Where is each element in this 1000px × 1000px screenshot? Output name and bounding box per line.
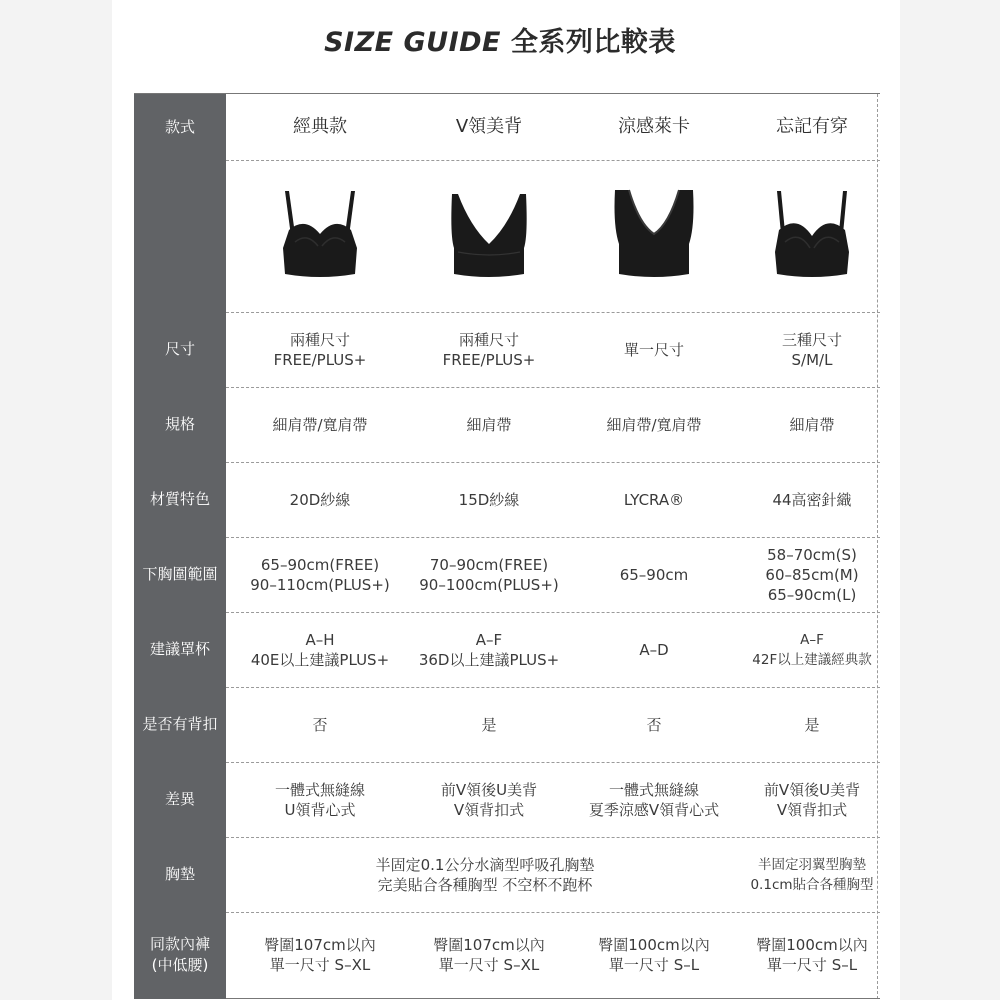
cell-spec-forget: 細肩帶 [789, 415, 835, 434]
bra-lycra-icon [564, 160, 744, 312]
cell-cup-v-neck: A–F 36D以上建議PLUS+ [418, 630, 560, 669]
cell-panty-classic: 臀圍107cm以內 單一尺寸 S–XL [264, 936, 376, 974]
cell-material-classic: 20D紗線 [289, 490, 351, 509]
row-underbust [134, 537, 880, 612]
cell-spec-classic: 細肩帶/寬肩帶 [272, 415, 368, 434]
row-label-style: 款式 [164, 117, 195, 136]
cell-spec-v-neck: 細肩帶 [466, 415, 512, 434]
row-label-material: 材質特色 [149, 490, 210, 508]
row-label-pad: 胸墊 [164, 865, 195, 883]
cell-material-v-neck: 15D紗線 [458, 490, 520, 509]
page-title [0, 20, 1000, 59]
product-name-v-neck: V領美背 [455, 116, 523, 137]
cell-underbust-forget: 58–70cm(S) 60–85cm(M) 65–90cm(L) [765, 545, 859, 604]
row-label-back-clasp: 是否有背扣 [142, 715, 218, 733]
cell-difference-forget: 前V領後U美背 V領背扣式 [763, 780, 861, 819]
cell-panty-lycra: 臀圍100cm以內 單一尺寸 S–L [598, 936, 710, 974]
cell-material-lycra: LYCRA® [623, 490, 685, 509]
row-panty [134, 912, 880, 998]
row-size [134, 312, 880, 387]
title-en: SIZE GUIDE [324, 27, 501, 58]
row-label-difference: 差異 [164, 790, 195, 808]
product-name-lycra: 涼感萊卡 [618, 116, 690, 137]
cell-cup-lycra: A–D [639, 640, 669, 659]
cell-size-classic: 兩種尺寸 FREE/PLUS+ [273, 330, 367, 369]
row-back-clasp [134, 687, 880, 762]
cell-underbust-v-neck: 70–90cm(FREE) 90–100cm(PLUS+) [419, 555, 559, 594]
row-label-size: 尺寸 [164, 340, 195, 358]
bra-v-neck-icon [414, 160, 564, 312]
cell-difference-classic: 一體式無縫線 U領背心式 [274, 780, 365, 819]
row-label-spec: 規格 [164, 415, 195, 433]
cell-size-forget: 三種尺寸 S/M/L [781, 330, 842, 369]
row-cup [134, 612, 880, 687]
cell-cup-classic: A–H 40E以上建議PLUS+ [250, 630, 390, 669]
product-name-classic: 經典款 [293, 116, 347, 137]
header-row [134, 94, 880, 160]
cell-panty-v-neck: 臀圍107cm以內 單一尺寸 S–XL [433, 936, 545, 974]
cell-difference-lycra: 一體式無縫線 夏季涼感V領背心式 [588, 780, 720, 819]
row-difference [134, 762, 880, 837]
cell-back-clasp-classic: 否 [312, 715, 328, 734]
cell-pad-forget: 半固定羽翼型胸墊 0.1cm貼合各種胸型 [750, 856, 874, 893]
column-divider [877, 94, 878, 999]
row-pad [134, 837, 880, 912]
title-zh: 全系列比較表 [510, 27, 676, 58]
product-name-forget: 忘記有穿 [776, 116, 848, 137]
cell-size-v-neck: 兩種尺寸 FREE/PLUS+ [442, 330, 536, 369]
cell-back-clasp-forget: 是 [804, 715, 820, 734]
cell-cup-forget: A–F 42F以上建議經典款 [752, 631, 872, 668]
size-guide-table [134, 93, 880, 999]
cell-panty-forget: 臀圍100cm以內 單一尺寸 S–L [756, 936, 868, 974]
cell-back-clasp-lycra: 否 [646, 715, 662, 734]
row-material [134, 462, 880, 537]
bra-forget-icon [744, 160, 880, 312]
cell-back-clasp-v-neck: 是 [481, 715, 497, 734]
cell-difference-v-neck: 前V領後U美背 V領背扣式 [440, 780, 538, 819]
row-label-panty: 同款內褲 (中低腰) [149, 935, 210, 974]
row-label-underbust: 下胸圍範圍 [142, 565, 218, 583]
table-bottom-border [226, 998, 880, 999]
bra-classic-icon [226, 160, 414, 312]
cell-underbust-lycra: 65–90cm [619, 565, 689, 584]
row-spec [134, 387, 880, 462]
cell-underbust-classic: 65–90cm(FREE) 90–110cm(PLUS+) [250, 555, 390, 594]
cell-pad-merged: 半固定0.1公分水滴型呼吸孔胸墊 完美貼合各種胸型 不空杯不跑杯 [375, 855, 595, 894]
cell-material-forget: 44高密針織 [772, 490, 852, 509]
cell-spec-lycra: 細肩帶/寬肩帶 [606, 415, 702, 434]
cell-size-lycra: 單一尺寸 [623, 340, 684, 359]
image-row [134, 160, 880, 312]
row-label-cup: 建議罩杯 [149, 640, 210, 658]
